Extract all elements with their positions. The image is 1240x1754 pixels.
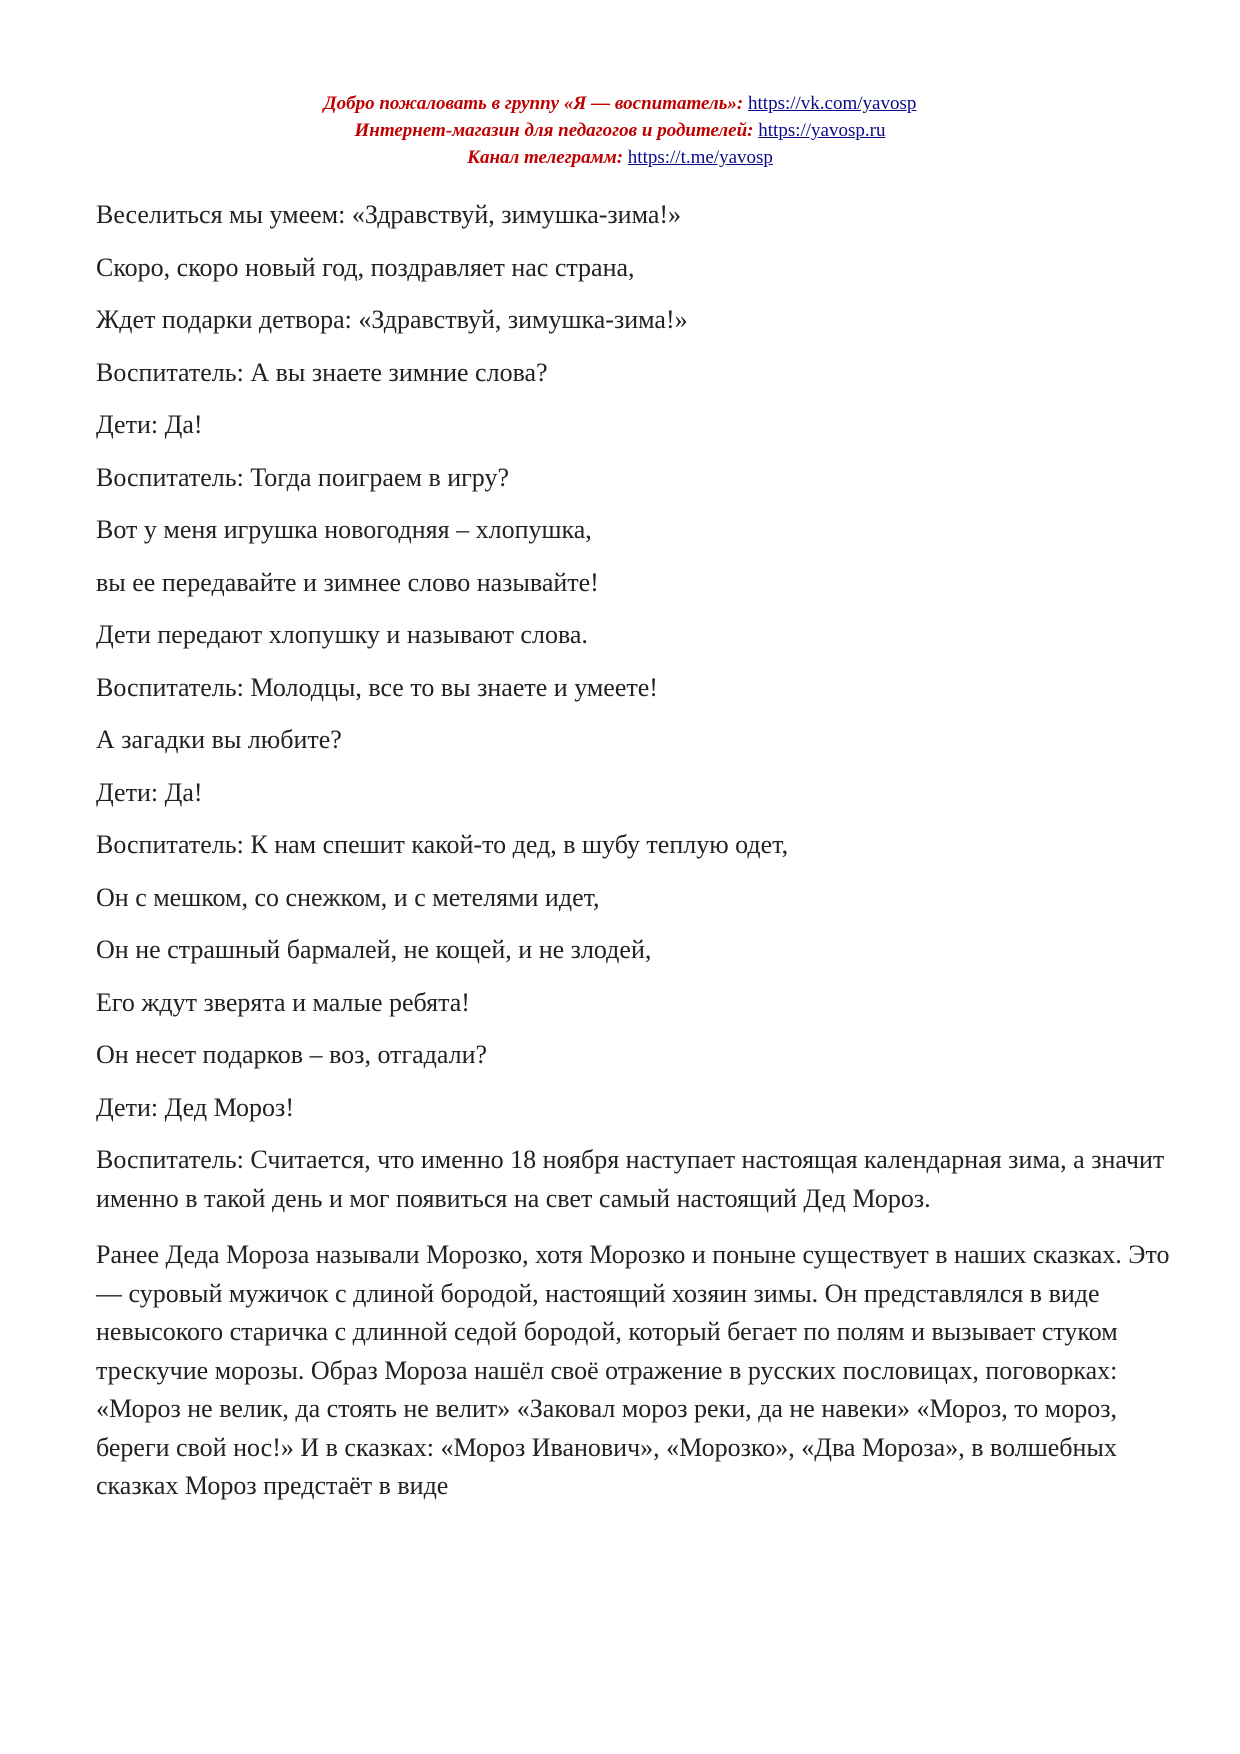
text-line: Он не страшный бармалей, не кощей, и не злодей, — [96, 935, 652, 964]
header-line-group — [0, 90, 1240, 117]
vk-group-link[interactable]: https://vk.com/yavosp — [748, 93, 917, 114]
text-line: Он несет подарков – воз, отгадали? — [96, 1040, 488, 1069]
paragraph-history: Ранее Деда Мороза называли Морозко, хотя Морозко и поныне существует в наших сказках. Это — суровый мужичок с длиной бородой, настоящий хозяин зимы. Он представлялся в виде невысокого старичка с длинной седой бородой, который бегает по полям и вызывает стуком трескучие морозы. Образ Мороза нашёл своё отражение в русских пословицах, поговорках: «Мороз не велик, да стоять не велит» «Заковал мороз реки, да не навеки» «Мороз, то мороз, береги свой нос!» И в сказках: «Мороз Иванович», «Морозко», «Два Мороза», в волшебных сказках Мороз предстаёт в виде — [96, 1240, 1170, 1500]
telegram-link[interactable]: https://t.me/yavosp — [627, 147, 773, 168]
text-line: Воспитатель: Молодцы, все то вы знаете и умеете! — [96, 672, 658, 702]
text-line: Воспитатель: Тогда поиграем в игру? — [96, 462, 510, 492]
text-line: Дети: Дед Мороз! — [96, 1092, 294, 1122]
header-line-shop — [0, 117, 1240, 144]
paragraph-birthday: Воспитатель: Считается, что именно 18 ноября наступает настоящая календарная зима, а значит именно в такой день и мог появиться на свет самый настоящий Дед Мороз. — [96, 1145, 1165, 1213]
telegram-label: Канал телеграмм: — [467, 147, 624, 168]
text-line: Скоро, скоро новый год, поздравляет нас страна, — [96, 252, 635, 282]
text-line: Веселиться мы умеем: «Здравствуй, зимушка-зима!» — [96, 200, 682, 229]
shop-label: Интернет-магазин для педагогов и родителей: — [354, 120, 754, 141]
text-line: Дети передают хлопушку и называют слова. — [96, 620, 588, 649]
text-line: вы ее передавайте и зимнее слово называйте! — [96, 567, 599, 597]
text-line: А загадки вы любите? — [96, 725, 342, 754]
text-line: Воспитатель: К нам спешит какой-то дед, в шубу теплую одет, — [96, 830, 789, 859]
document-body — [96, 196, 1170, 1524]
text-line: Его ждут зверята и малые ребята! — [96, 987, 470, 1017]
text-line: Дети: Да! — [96, 410, 203, 439]
text-line: Он с мешком, со снежком, и с метелями идет, — [96, 882, 600, 912]
text-line: Вот у меня игрушка новогодняя – хлопушка, — [96, 515, 592, 544]
shop-link[interactable]: https://yavosp.ru — [758, 120, 886, 141]
page-header — [0, 90, 1240, 171]
text-line: Воспитатель: А вы знаете зимние слова? — [96, 357, 548, 387]
text-line: Дети: Да! — [96, 777, 203, 807]
text-line: Ждет подарки детвора: «Здравствуй, зимушка-зима!» — [96, 305, 688, 334]
header-line-telegram — [0, 144, 1240, 171]
group-invite-label: Добро пожаловать в группу «Я — воспитатель»: — [323, 93, 744, 114]
